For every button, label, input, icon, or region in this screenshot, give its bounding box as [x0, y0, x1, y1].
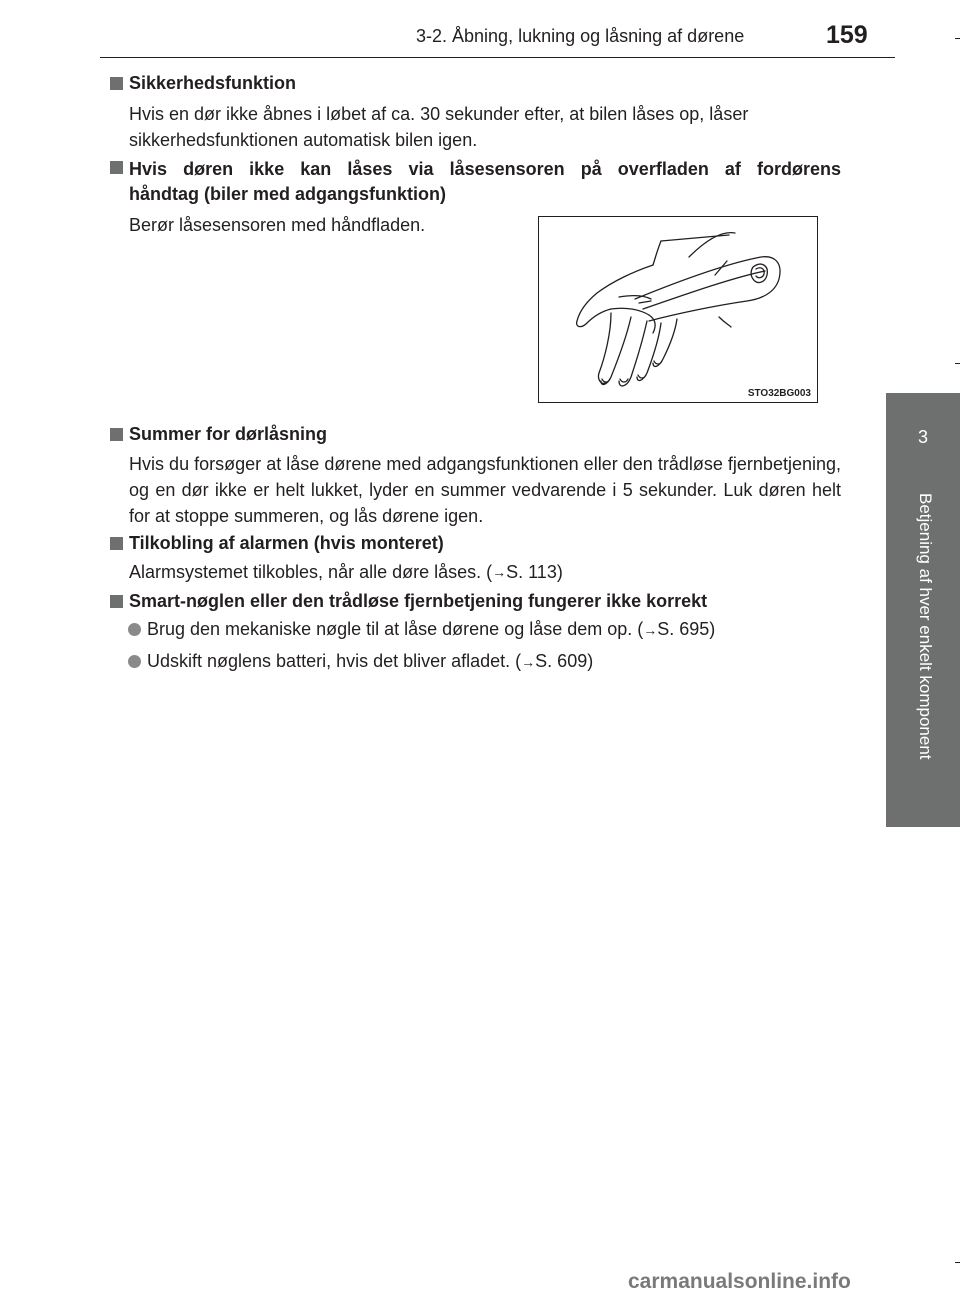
chapter-number: 3	[917, 427, 928, 447]
header-rule	[100, 57, 895, 58]
crop-mark	[955, 38, 960, 39]
page-number: 159	[826, 21, 868, 49]
arrow-right-icon: →	[492, 564, 507, 580]
section-heading-sikkerhedsfunktion: Sikkerhedsfunktion	[110, 73, 296, 94]
list-item: Brug den mekaniske nøgle til at låse dørene og låse dem op. ( → S. 695)	[128, 619, 715, 640]
section-heading-summer: Summer for dørlåsning	[110, 424, 327, 445]
square-bullet-icon	[110, 537, 123, 550]
watermark: carmanualsonline.info	[628, 1270, 851, 1293]
chapter-title: Betjening af hver enkelt komponent	[916, 493, 935, 760]
list-item: Udskift nøglens batteri, hvis det bliver afladet. ( → S. 609)	[128, 651, 593, 672]
square-bullet-icon	[110, 428, 123, 441]
door-handle-hand-drawing	[539, 217, 817, 402]
heading-line-1: Hvis døren ikke kan låses via låsesensoren på overfladen af fordørens	[129, 159, 841, 179]
hand-on-door-handle-illustration	[538, 216, 818, 403]
page-reference-link[interactable]: S. 695)	[657, 619, 716, 639]
section-text-laasesensor: Berør låsesensoren med håndfladen.	[129, 215, 426, 235]
page-reference-link[interactable]: S. 113)	[506, 562, 563, 582]
header-section-title: 3-2. Åbning, lukning og låsning af dørene	[416, 26, 745, 46]
crop-mark	[955, 363, 960, 364]
figure-code: STO32BG003	[747, 388, 811, 399]
heading-line-2: håndtag (biler med adgangsfunktion)	[129, 184, 447, 204]
arrow-right-icon: →	[521, 653, 536, 670]
arrow-right-icon: →	[643, 621, 658, 638]
square-bullet-icon	[110, 161, 123, 174]
section-heading-smart-key: Smart-nøglen eller den trådløse fjernbetjening fungerer ikke korrekt	[110, 591, 707, 612]
section-text-alarm: Alarmsystemet tilkobles, når alle døre låses. (→S. 113)	[129, 562, 563, 582]
round-bullet-icon	[128, 623, 141, 636]
round-bullet-icon	[128, 655, 141, 668]
section-heading-laasesensor	[110, 157, 842, 207]
page-reference-link[interactable]: S. 609)	[535, 651, 594, 671]
square-bullet-icon	[110, 595, 123, 608]
section-text-sikkerhedsfunktion: Hvis en dør ikke åbnes i løbet af ca. 30 sekunder efter, at bilen låses op, låser sikkerhedsfunktionen automatisk bilen igen.	[129, 104, 749, 150]
section-heading-alarm: Tilkobling af alarmen (hvis monteret)	[110, 533, 444, 554]
crop-mark	[955, 1262, 960, 1263]
square-bullet-icon	[110, 77, 123, 90]
section-text-summer: Hvis du forsøger at låse dørene med adgangsfunktionen eller den trådløse fjernbetjening, og en dør ikke er helt lukket, lyder en summer vedvarende i 5 sekunder. Luk døren helt for at stoppe summeren, og lås dørene igen.	[129, 454, 841, 526]
